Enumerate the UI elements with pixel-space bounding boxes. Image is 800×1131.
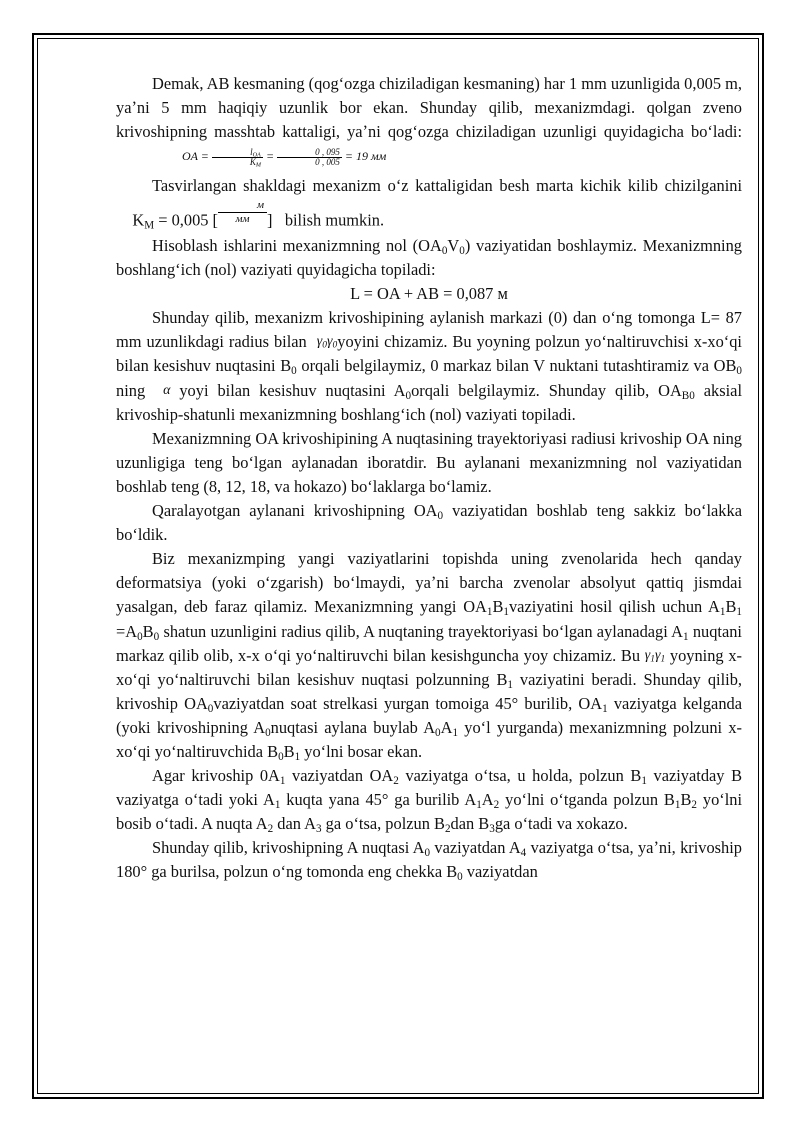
gamma0-symbol: $\gamma_0\gamma_0$ [316,334,338,351]
paragraph-2: Tasvirlangan shakldagi mexanizm oʻz kattaligidan besh marta kichik kilib chizilganini $K_M = 0,005$ [ $\frac{м}{мм}$] bilish mumkin. [132,176,742,232]
paragraph-8: Agar krivoship $0A_1$ vaziyatdan $OA_2$ vaziyatga oʻtsa, u holda, polzun $B_1$ vaziyatday B vaziyatga oʻtadi yoki $A_1$ kuqta yana 45° ga burilib $A_1A_2$ yoʻlni oʻtganda polzun $B_1B_2$ yoʻlni bosib oʻtadi. A nuqta $A_2$ dan $A_3$ ga oʻtsa, polzun $B_2dan$ $B_3ga$ oʻtadi va xokazo. [116,766,743,836]
paragraph-4: Shunday qilib, mexanizm krivoshipining aylanish markazi (0) dan oʻng tomonga L= 87 mm uzunlikdagi radius bilan $\gamma_0\gamma_0yoyini$ chizamiz. Bu yoyning polzun yoʻnaltiruvchisi x-xoʻqi bilan kesishuv nuqtasini $B_0$ orqali belgilaymiz, 0 markaz bilan V nuktani tutashtiramiz va $OB_0$ ning α yoyi bilan kesishuv nuqtasini $A_0orqali$ belgilaymiz. Shunday qilib, $OA_{B0}$ aksial krivoship-shatunli mexanizmning boshlangʻich (nol) vaziyati topiladi. [116,308,742,424]
paragraph-3: Hisoblash ishlarini mexanizmning nol $(OA_0V_0)$ vaziyatidan boshlaymiz. Mexanizmning boshlangʻich (nol) vaziyati quyidagicha topiladi: [116,236,742,280]
paragraph-5: Mexanizmning OA krivoshipining A nuqtasining trayektoriyasi radiusi krivoship OA ning uzunligiga teng boʻlgan aylanadan iboratdir. Bu aylanani mexanizmning nol vaziyatidan boshlab teng (8, 12, 18, va hokazo) boʻlaklarga boʻlamiz. [116,428,742,496]
unit-fraction: $\frac{м}{мм}$ [218,199,267,225]
gamma1-symbol: $\gamma_1\gamma_1$ [644,647,666,664]
paragraph-7: Biz mexanizmping yangi vaziyatlarini topishda uning zvenolarida hech qanday deformatsiya (yoki oʻzgarish) boʻlmaydi, yaʼni barcha zvenolar absolyut qattiq jismdai yasalgan, deb faraz qilamiz. Mexanizmning yangi $OA_1B_1vaziyatini$ hosil qilish uchun $A_1B_1 =A_0B_0$ shatun uzunligini radius qilib, A nuqtaning trayektoriyasi boʻlgan aylanadagi $A_1$ nuqtani markaz qilib olib, x-x oʻqi yoʻnaltiruvchi bilan kesishguncha yoy chizamiz. Bu $\gamma_1\gamma_1$ yoyning x-xoʻqi yoʻnaltiruvchi bilan kesishuv nuqtasi polzunning $B_1$ vaziyatini beradi. Shunday qilib, krivoship $OA_0vaziyatdan$ soat strelkasi yurgan tomoiga 45° burilib, $OA_1$ vaziyatga kelganda (yoki krivoshipning $A_0nuqtasi$ aylana buylab $A_0A_1$ yoʻl yurganda) mexanizmning polzuni x-xoʻqi yoʻnaltiruvchida $B_0B_1$ yoʻlni bosar ekan. [116,549,742,763]
paragraph-9: Shunday qilib, krivoshipning A nuqtasi $A_0$ vaziyatdan $A_4$ vaziyatga oʻtsa, yaʼni, krivoship 180° ga burilsa, polzun oʻng tomonda eng chekka $B_0$ vaziyatdan [116,838,742,884]
alpha-symbol: α [163,382,171,398]
paragraph-1: Demak, AB kesmaning (qogʻozga chiziladigan kesmaning) har 1 mm uzunligida 0,005 m, yaʼni 5 mm haqiqiy uzunlik bor ekan. Shunday qilib, mexanizmdagi. qolgan zveno krivoshipning masshtab kattaligi, yaʼni qogʻozga chiziladigan uzunligi quyidagicha boʻladi:OA = $\frac{l_{OA}}{K_M}$ = $\frac{0 , 095}{0 , 005}$ = 19 мм [116,74,742,169]
formula-oa: OA = $\frac{l_{OA}}{K_M}$ = $\frac{0 , 095}{0 , 005}$ = 19 мм [182,146,387,169]
document-body [116,72,742,885]
paragraph-6: Qaralayotgan aylanani krivoshipning $OA_0$ vaziyatidan boshlab teng sakkiz boʻlakka boʻldik. [116,501,742,545]
equation-l: L = OA + AB = 0,087 м [350,284,508,304]
